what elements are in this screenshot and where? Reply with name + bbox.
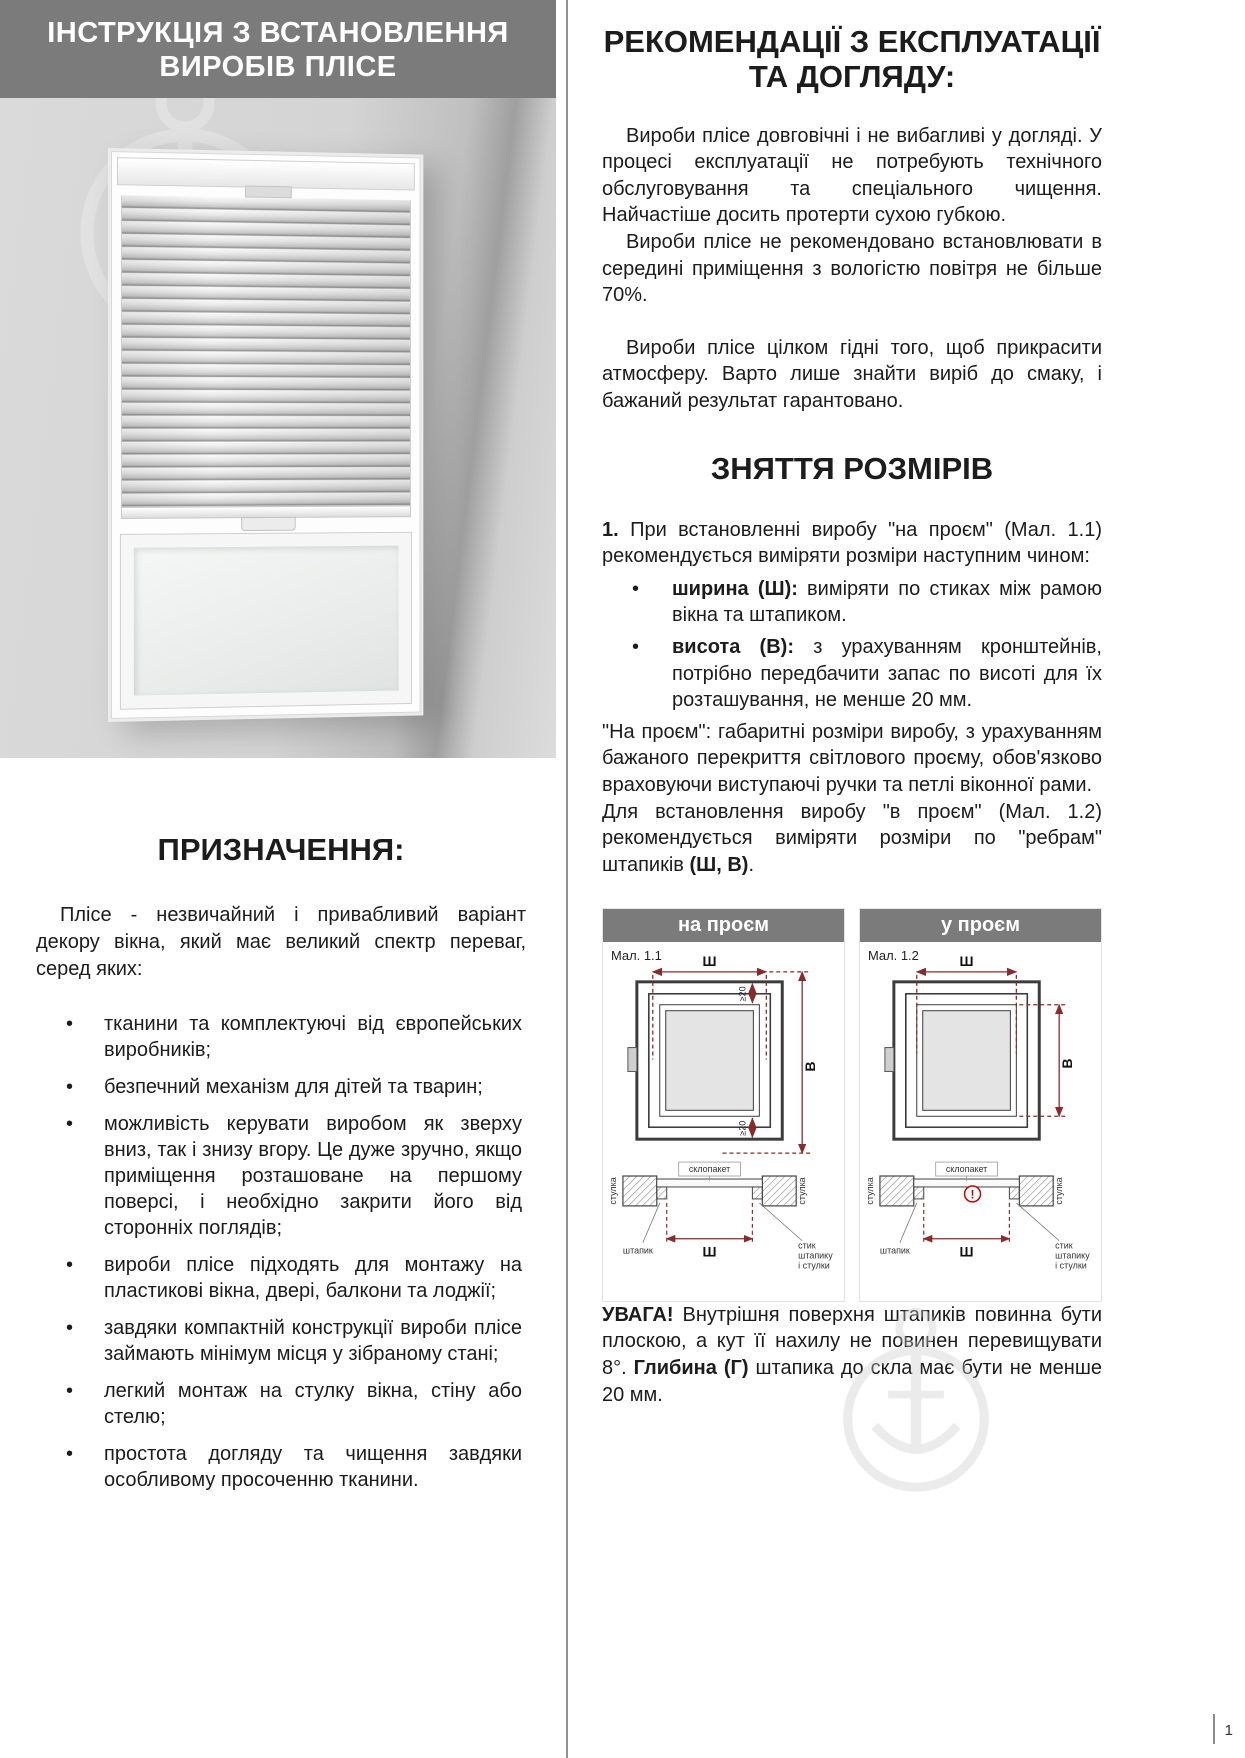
care-title-line1: РЕКОМЕНДАЦІЇ З ЕКСПЛУАТАЦІЇ: [603, 24, 1101, 59]
page-title-banner: [0, 0, 556, 98]
list-item: [672, 576, 1102, 629]
purpose-intro: Плісе - незвичайний і привабливий варіант декору вікна, який має великий спектр переваг, серед яких:: [36, 904, 526, 981]
bead-label: штапик: [622, 1246, 653, 1257]
care-title-line2: ТА ДОГЛЯДУ:: [748, 59, 956, 95]
list-item: • вироби плісе підходять для монтажу на пластикові вікна, двері, балкони та лоджії;: [104, 1252, 526, 1304]
pleated-blind: [121, 196, 411, 508]
measuring-step-1: [602, 517, 1102, 570]
page-number: 1: [1213, 1714, 1237, 1744]
bead-label: штапик: [879, 1246, 910, 1257]
term-width: ширина (Ш):: [672, 577, 798, 600]
step-text: При встановленні виробу "на проєм" (Мал. 1.1) рекомендується виміряти розміри наступним чином:: [602, 518, 1102, 568]
figure-banner: на проєм: [603, 909, 844, 942]
allowance-top-label: ≥20: [737, 986, 748, 1002]
v-proem-paragraph: [602, 799, 1102, 879]
list-item: • простота догляду та чищення завдяки особливому просоченню тканини.: [104, 1441, 526, 1493]
width-dim-label: Ш: [702, 953, 717, 970]
figure-panel-u-proem: [859, 908, 1102, 1302]
purpose-title: ПРИЗНАЧЕННЯ:: [157, 832, 405, 868]
purpose-section: [0, 758, 556, 1492]
sash-left-label: стулка: [864, 1177, 875, 1205]
height-dim-label: В: [1059, 1058, 1076, 1069]
height-dim-label: В: [802, 1061, 819, 1072]
cs-width-label: Ш: [959, 1243, 974, 1260]
list-item: • тканини та комплектуючі від європейських виробників;: [104, 1011, 526, 1063]
attention-text-2: штапика до скла має бути не менше 20 мм.: [602, 1357, 1102, 1406]
joint-label-3: і стулки: [798, 1260, 830, 1271]
v-proem-end: .: [748, 853, 755, 876]
term-width-text: виміряти по стиках між рамою вікна та штапиком.: [672, 577, 1102, 627]
figures-row: [602, 908, 1102, 1302]
list-item: • завдяки компактній конструкції вироби плісе займають мінімум місця у зібраному стані;: [104, 1315, 526, 1367]
list-item: • безпечний механізм для дітей та тварин;: [104, 1074, 526, 1100]
v-proem-text: Для встановлення виробу "в проєм" (Мал. 1.2) рекомендується виміряти розміри по "ребрам" штапиків: [602, 800, 1102, 876]
page-title-line1: ІНСТРУКЦІЯ З ВСТАНОВЛЕННЯ: [47, 17, 509, 49]
sash-right-label: стулка: [797, 1177, 808, 1205]
sash-right-label: стулка: [1054, 1177, 1065, 1205]
glass-pane: [121, 533, 411, 709]
joint-label-1: стик: [798, 1241, 816, 1252]
right-column: [602, 24, 1102, 1408]
figure-banner: у проєм: [860, 909, 1101, 942]
attention-paragraph: [602, 1302, 1102, 1408]
attention-depth-term: Глибина (Г): [633, 1357, 749, 1379]
v-proem-dims: (Ш, В): [689, 853, 749, 876]
list-item: • можливість керувати виробом як зверху вниз, так і знизу вгору. Це дуже зручно, якщо приміщення розташоване на першому поверсі, і необхідно закрити його від сторонніх поглядів;: [104, 1111, 526, 1241]
care-paragraph-2: Вироби плісе не рекомендовано встановлювати в середині приміщення з вологістю повітря не більше 70%.: [602, 231, 1102, 307]
window-frame: [108, 148, 423, 722]
figure-caption: Мал. 1.2: [867, 948, 919, 964]
figure-caption: Мал. 1.1: [610, 948, 662, 964]
term-height: висота (В):: [672, 635, 794, 658]
width-dim-label: Ш: [959, 953, 974, 970]
blind-handle: [241, 517, 295, 531]
column-divider: [566, 0, 568, 1758]
na-proem-paragraph: "На проєм": габаритні розміри виробу, з урахуванням бажаного перекриття світлового проєму, обов'язково враховуючи виступаючі ручки та петлі віконної рами.: [602, 720, 1102, 796]
figure-1-2-diagram: [860, 942, 1101, 1301]
left-column: [0, 0, 556, 1504]
list-item: [672, 634, 1102, 714]
joint-label-2: штапику: [1055, 1250, 1090, 1261]
purpose-bullet-list: [36, 1011, 526, 1493]
term-height-text: з урахуванням кронштейнів, потрібно передбачити запас по висоті для їх розташування, не менше 20 мм.: [672, 635, 1102, 712]
page-title-line2: ВИРОБІВ ПЛІСЕ: [159, 51, 397, 84]
care-paragraph-1: Вироби плісе довговічні і не вибагливі у догляді. У процесі експлуатації не потребують технічного обслуговування та спеціального чищення. Найчастіше досить протерти сухою губкою.: [602, 124, 1102, 227]
care-paragraph-3: Вироби плісе цілком гідні того, щоб прикрасити атмосферу. Варто лише знайти виріб до смаку, і бажаний результат гарантовано.: [602, 336, 1102, 412]
joint-label-1: стик: [1055, 1241, 1073, 1252]
cs-dimension-lines: [924, 1203, 1010, 1244]
attention-lead: УВАГА!: [602, 1303, 674, 1326]
cs-dimension-lines: [667, 1203, 753, 1244]
joint-label-3: і стулки: [1055, 1260, 1087, 1271]
step-number: 1.: [602, 518, 619, 541]
care-title: [602, 24, 1102, 95]
allowance-bottom-label: ≥20: [737, 1121, 748, 1136]
figure-panel-na-proem: [602, 908, 845, 1302]
cs-width-label: Ш: [702, 1243, 717, 1260]
sash-left-label: стулка: [607, 1177, 618, 1205]
glass-unit-label: склопакет: [688, 1164, 731, 1175]
measuring-bullet-list: [602, 576, 1102, 714]
list-item: • легкий монтаж на стулку вікна, стіну або стелю;: [104, 1378, 526, 1430]
window-drawing: [628, 982, 782, 1139]
product-photo: [0, 98, 556, 758]
measuring-title: ЗНЯТТЯ РОЗМІРІВ: [710, 450, 994, 486]
joint-label-2: штапику: [798, 1250, 833, 1261]
attention-text-1: Внутрішня поверхня штапиків повинна бути плоскою, а кут її нахилу не повинен перевищувати 8°.: [602, 1303, 1102, 1379]
warning-mark: !: [970, 1187, 975, 1202]
figure-1-1-diagram: [603, 942, 844, 1301]
glass-unit-label: склопакет: [945, 1164, 988, 1175]
